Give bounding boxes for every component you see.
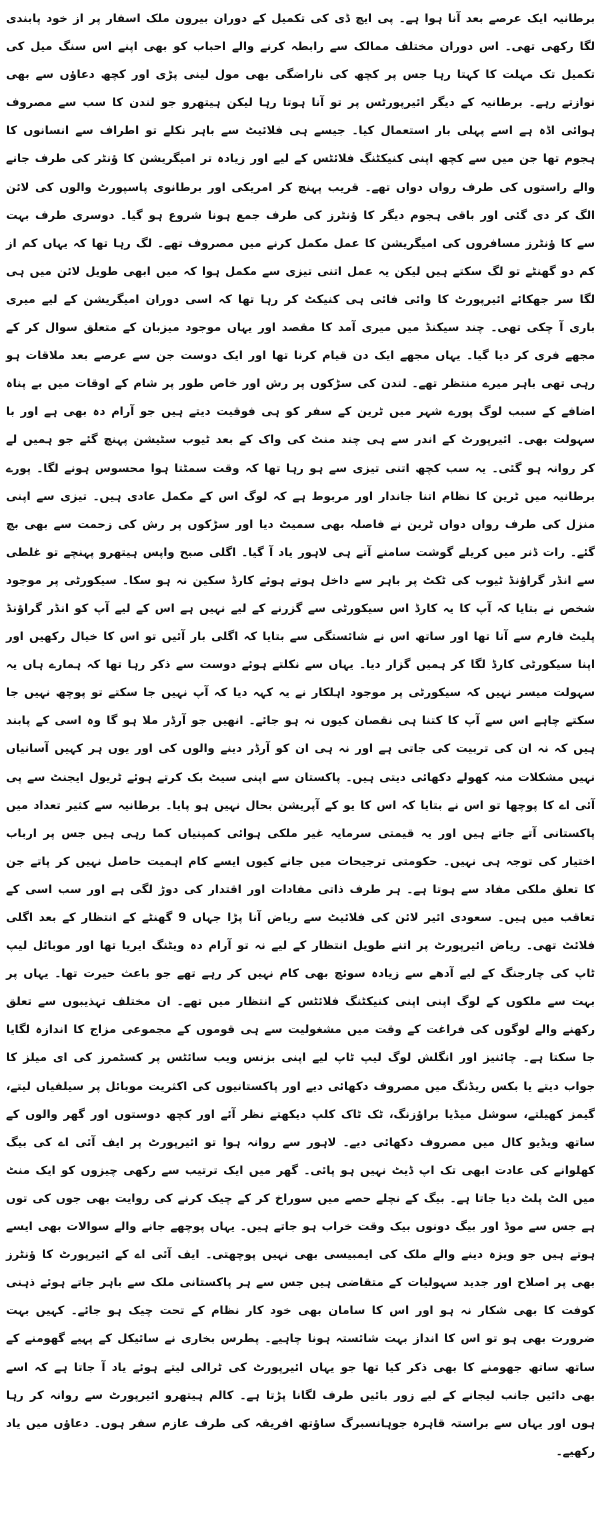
column-paragraph: برطانیہ ایک عرصے بعد آنا ہوا ہے۔ پی ایچ ڈی کی تکمیل کے دوران بیرون ملک اسفار پر از خود پابندی لگا رکھی تھی۔ اس دوران مختلف ممالک سے رابطہ کرنے والے احباب کو بھی اپنے اس سنگ میل کی تکمیل تک مہلت کا کہتا رہا جس پر کچھ کی ناراضگی بھی مول لینی پڑی اور کچھ دعاؤں سے بھی نوازتے رہے۔ برطانیہ کے دیگر ائیرپورٹس پر تو آنا ہوتا رہا لیکن ہیتھرو جو لندن کا سب سے مصروف ہوائی اڈہ ہے اسے پہلی بار استعمال کیا۔ جیسے ہی فلائیٹ سے باہر نکلے تو اطراف سے انسانوں کا ہجوم تھا جن میں سے کچھ اپنی کنیکٹنگ فلائٹس کے لیے اور زیادہ تر امیگریشن کا ؤنٹر کی طرف جانے والے راستوں کی طرف رواں دواں تھے۔ قریب پہنچ کر امریکی اور برطانوی پاسپورٹ والوں کی لائن الگ کر دی گئی اور باقی ہجوم دیگر کا ؤنٹرز کی طرف جمع ہونا شروع ہو گیا۔ دوسری طرف بہت سے کا ؤنٹرز مسافروں کی امیگریشن کا عمل مکمل کرنے میں مصروف تھے۔ لگ رہا تھا کہ یہاں کم از کم دو گھنٹے تو لگ سکتے ہیں لیکن یہ عمل اتنی تیزی سے مکمل ہوا کہ میں ابھی طویل لائن میں ہی لگا سر جھکائے ائیرپورٹ کا وائی فائی ہی کنیکٹ کر رہا تھا کہ اسی دوران امیگریشن کے لیے میری باری آ چکی تھی۔ چند سیکنڈ میں میری آمد کا مقصد اور یہاں موجود میزبان کے متعلق سوال کر کے مجھے فری کر دیا گیا۔ یہاں مجھے ایک دن قیام کرنا تھا اور ایک دوست جن سے عرصے بعد ملاقات ہو رہی تھی باہر میرے منتظر تھے۔ لندن کی سڑکوں پر رش اور خاص طور پر شام کے اوقات میں بے پناہ اضافے کے سبب لوگ پورے شہر میں ٹرین کے سفر کو ہی فوقیت دیتے ہیں جو آرام دہ بھی ہے اور با سہولت بھی۔ ائیرپورٹ کے اندر سے ہی چند منٹ کی واک کے بعد ٹیوب سٹیشن پہنچ گئے جو ہمیں لے کر روانہ ہو گئی۔ یہ سب کچھ اتنی تیزی سے ہو رہا تھا کہ وقت سمٹتا ہوا محسوس ہونے لگا۔ پورے برطانیہ میں ٹرین کا نظام اتنا جاندار اور مربوط ہے کہ لوگ اس کے مکمل عادی ہیں۔ تیزی سے اپنی منزل کی طرف رواں دواں ٹرین نے فاصلہ بھی سمیٹ دیا اور سڑکوں پر رش کی زحمت سے بھی بچ گئے۔ رات ڈنر میں کریلے گوشت سامنے آتے ہی لاہور یاد آ گیا۔ اگلی صبح واپس ہیتھرو پہنچے تو غلطی سے انڈر گراؤنڈ ٹیوب کی ٹکٹ پر باہر سے داخل ہوتے ہوئے کارڈ سکین نہ ہو سکا۔ سیکورٹی پر موجود شخص نے بتایا کہ آپ کا یہ کارڈ اس سیکورٹی سے گزرنے کے لیے نہیں ہے اس کے لیے آپ کو انڈر گراؤنڈ پلیٹ فارم سے آنا تھا اور ساتھ اس نے شائستگی سے بتایا کہ اگلی بار آئیں تو اس کا خیال رکھیں اور اپنا سیکورٹی کارڈ لگا کر ہمیں گزار دیا۔ یہاں سے نکلتے ہوئے دوست سے ذکر رہا تھا کہ ہمارے ہاں یہ سہولت میسر نہیں کہ سیکورٹی پر موجود اہلکار نے یہ کہہ دیا کہ آپ نہیں جا سکتے تو پوچھ نہیں جا سکتے چاہے اس سے آپ کا کتنا ہی نقصان کیوں نہ ہو جائے۔ انھیں جو آرڈر ملا ہو گا وہ اسی کے پابند ہیں کہ نہ ان کی تربیت کی جاتی ہے اور نہ ہی ان کو آرڈر دینے والوں کی اور یوں ہر کہیں آسانیاں نہیں مشکلات منہ کھولے دکھائی دیتی ہیں۔ پاکستان سے اپنی سیٹ بک کرتے ہوئے ٹریول ایجنٹ سے پی آئی اے کا پوچھا تو اس نے بتایا کہ اس کا یو کے آپریشن بحال نہیں ہو پایا۔ برطانیہ سے کثیر تعداد میں پاکستانی آتے جاتے ہیں اور یہ قیمتی سرمایہ غیر ملکی ہوائی کمپنیاں کما رہی ہیں جس پر ارباب اختیار کی توجہ ہی نہیں۔ حکومتی ترجیحات میں جانے کیوں ایسے کام اہمیت حاصل نہیں کر پاتے جن کا تعلق ملکی مفاد سے ہوتا ہے۔ ہر طرف ذاتی مفادات اور اقتدار کی دوڑ لگی ہے اور سب اسی کے تعاقب میں ہیں۔ سعودی ائیر لائن کی فلائیٹ سے ریاض آنا پڑا جہاں 9 گھنٹے کے انتظار کے بعد اگلی فلائٹ تھی۔ ریاض ائیرپورٹ پر اتنے طویل انتظار کے لیے نہ تو آرام دہ ویٹنگ ایریا تھا اور موبائل لیپ ٹاپ کی چارجنگ کے لیے آدھے سے زیادہ سوئچ بھی کام نہیں کر رہے تھے جو باعث حیرت تھا۔ یہاں پر بہت سے ملکوں کے لوگ اپنی اپنی کنیکٹنگ فلائٹس کے انتظار میں تھے۔ ان مختلف تہذیبوں سے تعلق رکھنے والے لوگوں کی فراغت کے وقت میں مشغولیت سے ہی قوموں کے مجموعی مزاج کا اندازہ لگایا جا سکتا ہے۔ چائنیز اور انگلش لوگ لیپ ٹاپ لیے اپنی بزنس ویب سائٹس پر کسٹمرز کی ای میلز کا جواب دیتے یا بکس ریڈنگ میں مصروف دکھائی دیے اور پاکستانیوں کی اکثریت موبائل پر سیلفیاں لیتے، گیمز کھیلتے، سوشل میڈیا براؤزنگ، ٹک ٹاک کلپ دیکھتے نظر آئے اور کچھ دوستوں اور گھر والوں کے ساتھ ویڈیو کال میں مصروف دکھائی دیے۔ لاہور سے روانہ ہوا تو ائیرپورٹ پر ایف آئی اے کی بیگ کھلوانے کی عادت ابھی تک اپ ڈیٹ نہیں ہو پائی۔ گھر میں ایک ترتیب سے رکھی چیزوں کو ایک منٹ میں الٹ پلٹ دیا جاتا ہے۔ بیگ کے نچلے حصے میں سوراخ کر کے چیک کرنے کی روایت بھی جوں کی توں ہے جس سے موڈ اور بیگ دونوں بیک وقت خراب ہو جاتے ہیں۔ یہاں پوچھے جانے والے سوالات بھی ایسے ہوتے ہیں جو ویزہ دینے والے ملک کی ایمبیسی بھی نہیں پوچھتی۔ ایف آئی اے کے ائیرپورٹ کا ؤنٹرز بھی پر اصلاح اور جدید سہولیات کے متقاضی ہیں جس سے ہر پاکستانی ملک سے باہر جاتے ہوئے ذہنی کوفت کا بھی شکار نہ ہو اور اس کا سامان بھی خود کار نظام کے تحت چیک ہو جائے۔ کہیں بہت ضرورت بھی ہو تو اس کا انداز بہت شائستہ ہونا چاہیے۔ پطرس بخاری نے سائیکل کے پہیے گھومنے کے ساتھ ساتھ جھومنے کا بھی ذکر کیا تھا جو یہاں ائیرپورٹ کی ٹرالی لیتے ہوئے یاد آ جاتا ہے کہ اسے بھی دائیں جانب لیجانے کے لیے زور بائیں طرف لگانا پڑتا ہے۔ کالم ہیتھرو ائیرپورٹ سے روانہ کر رہا ہوں اور یہاں سے براستہ قاہرہ جوہانسبرگ ساؤتھ افریقہ کی طرف عازم سفر ہوں۔ دعاؤں میں یاد رکھیے۔	[6, 11, 595, 1458]
urdu-column-text	[6, 4, 595, 1465]
